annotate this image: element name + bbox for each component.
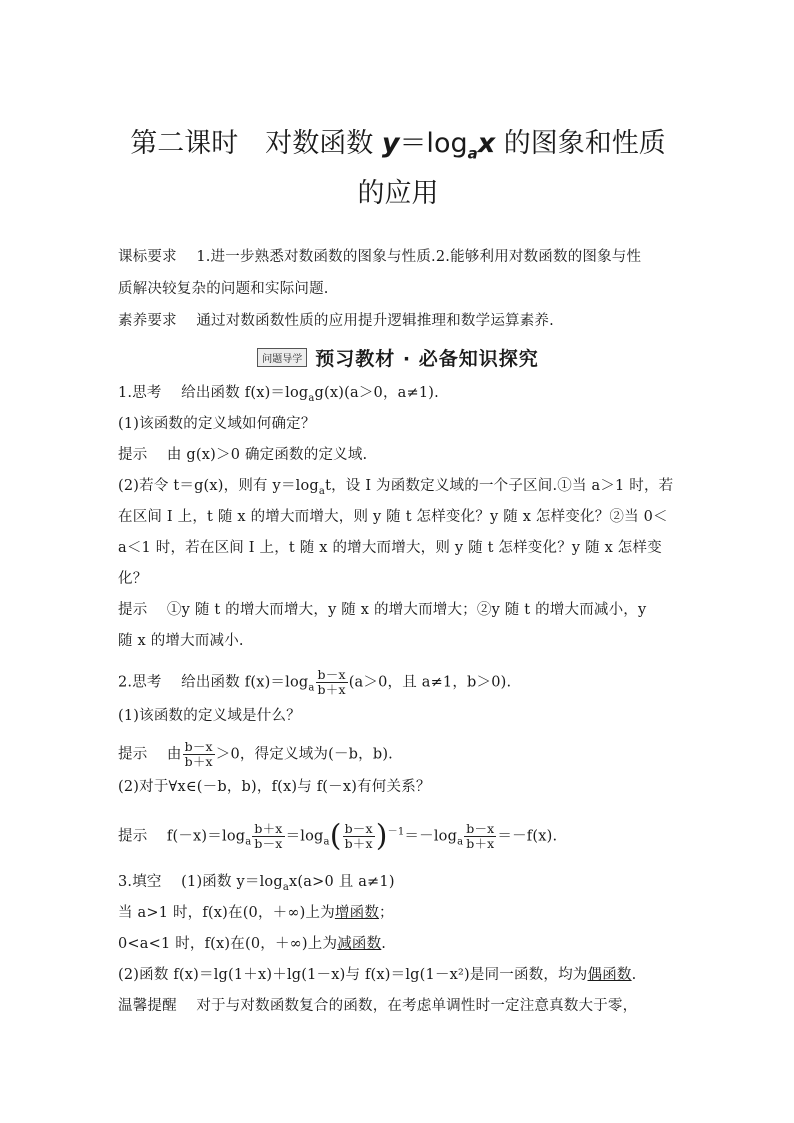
lit-line [118,311,678,331]
q1-part2-l2: 在区间 I 上，t 随 x 的增大而增大，则 y 随 t 怎样变化？y 随 x 怎样变化？②当 0＜ [118,509,668,525]
q1-p2-text-b: t，设 I 为函数定义域的一个子区间.①当 a＞1 时，若 [325,478,674,494]
exponent: －1 [387,826,405,838]
tip-text: 对于与对数函数复合的函数，在考虑单调性时一定注意真数大于零， [196,998,638,1014]
title-var-x: x [477,128,496,159]
q1-part2-l1: (2)若令 t＝g(x)，则有 $y=\log_at$，设 I 为函数定义域的一个子区间.①当 a＞1 时，若 [118,478,674,497]
fraction [343,822,375,851]
q1-answer2-l1 [118,600,678,620]
numerator: b－x [466,821,495,836]
numerator: b＋x [254,821,283,836]
q1-part1: (1)该函数的定义域如何确定？ [118,416,316,432]
q2-stem-text: 给出函数 f(x)＝log [181,674,309,691]
q2-answer2: 提示 $f(-x)=\log_a$ $\frac{b+x}{b-x}$ $=\log_a$( $\frac{b-x}{b+x}$ )$^{-1}=-\log_a$ $\frac{b-x}{b+x}$ ＝－f(x). [118,818,558,854]
tip-label: 温馨提醒 [118,998,177,1014]
fraction [252,822,284,851]
fraction [183,740,215,769]
fraction [464,822,496,851]
q2-answer1 [118,740,678,769]
req-text: 1.进一步熟悉对数函数的图象与性质.2.能够利用对数函数的图象与性 [196,249,642,265]
numerator: b－x [184,739,213,754]
answer-increasing: 增函数 [334,905,380,921]
req-label: 课标要求 [118,249,177,265]
q1-answer2-l2: 随 x 的增大而减小. [118,633,244,649]
q1-stem: 1.思考 给出函数 $f(x)=\log_ag(x)(a>0$，a≠1). [118,385,439,404]
q1-stem-text: 给出函数 f(x)＝log [181,385,309,401]
q1-answer1-text: 由 g(x)＞0 确定函数的定义域. [166,447,368,463]
lit-label: 素养要求 [118,313,177,329]
q3-l2-b: ； [379,905,394,921]
q1-stem-tail: g(x)(a＞0，a≠1). [314,385,439,401]
title-text: 第二课时 对数函数 [130,128,382,159]
q2-head: 2.思考 [118,674,162,691]
q2-stem: 2.思考 给出函数 $f(x)=\log_a$ $\frac{b-x}{b+x}$ (a＞0，且 a≠1，b＞0). [118,667,512,697]
paren-close: ) [375,818,388,854]
denominator: b＋x [466,836,495,851]
denominator: b＋x [344,836,373,851]
q1-head: 1.思考 [118,385,162,401]
section-header [118,344,678,371]
q3-l3-b: . [381,936,387,952]
q1-part2-l4: 化？ [118,571,148,587]
q3-line2 [118,903,678,923]
q3-head: 3.填空 (1)函数 $y=\log_ax(a>0$ 且 a≠1) [118,874,395,893]
q2-stem-tail: (a＞0，且 a≠1，b＞0). [348,674,512,691]
denominator: b－x [254,836,283,851]
q2-a2-a: f(－x)＝log [166,828,246,845]
q3-l2-a: 当 a>1 时，f(x)在(0，＋∞)上为 [118,905,335,921]
q1-answer1 [118,445,678,465]
denominator: b＋x [317,682,346,697]
title-text-end: 的图象和性质 [495,128,666,159]
title-eq: ＝log [399,128,468,159]
paren-open: ( [329,818,342,854]
q2-a2-b: ＝log [285,828,324,845]
page-title-line2: 的应用 [357,178,439,209]
q2-a2-c: ＝－log [404,828,458,845]
q3-l4-a: (2)函数 f(x)＝lg(1＋x)＋lg(1－x)与 f(x)＝lg(1－x²)是同一函数，均为 [118,967,588,983]
q3-line4 [118,965,678,985]
q3-label: 3.填空 [118,874,162,890]
answer-decreasing: 减函数 [337,936,382,952]
hint-label: 提示 [118,746,148,763]
answer-even: 偶函数 [587,967,632,983]
q2-part2: (2)对于∀x∈(－b，b)，f(x)与 f(－x)有何关系？ [118,779,431,795]
q2-a1-pre: 由 [166,746,182,763]
section-title: 预习教材 · 必备知识探究 [315,348,539,370]
fraction [316,668,348,697]
q2-a2-d: ＝－f(x). [497,828,558,845]
q2-a1-post: ＞0，得定义域为(－b，b). [215,746,393,763]
hint-label: 提示 [118,447,148,463]
numerator: b－x [344,821,373,836]
section-tag: 问题导学 [257,348,307,367]
q3-l4-b: . [631,967,637,983]
hint-label: 提示 [118,602,148,618]
denominator: b＋x [184,754,213,769]
q3-l3-a: 0<a<1 时，f(x)在(0，＋∞)上为 [118,936,338,952]
tip-line [118,996,678,1016]
q2-part1: (1)该函数的定义域是什么？ [118,708,301,724]
q1-p2-text: (2)若令 t＝g(x)，则有 y＝log [118,478,319,494]
q3-line3 [118,934,678,954]
q3-l1b: x(a>0 且 a≠1) [289,874,395,890]
numerator: b－x [317,667,346,682]
req-line1 [118,247,678,267]
q1-part2-l3: a＜1 时，若在区间 I 上，t 随 x 的增大而增大，则 y 随 t 怎样变化？y 随 x 怎样变 [118,540,662,556]
req-line2: 质解决较复杂的问题和实际问题. [118,281,329,297]
q1-answer2-text: ①y 随 t 的增大而增大，y 随 x 的增大而增大；②y 随 t 的增大而减小，y [166,602,647,618]
hint-label: 提示 [118,828,148,845]
q3-l1: (1)函数 y＝log [181,874,283,890]
title-var-y: y [381,128,400,159]
lit-text: 通过对数函数性质的应用提升逻辑推理和数学运算素养. [196,313,554,329]
title-base: a [467,144,478,163]
